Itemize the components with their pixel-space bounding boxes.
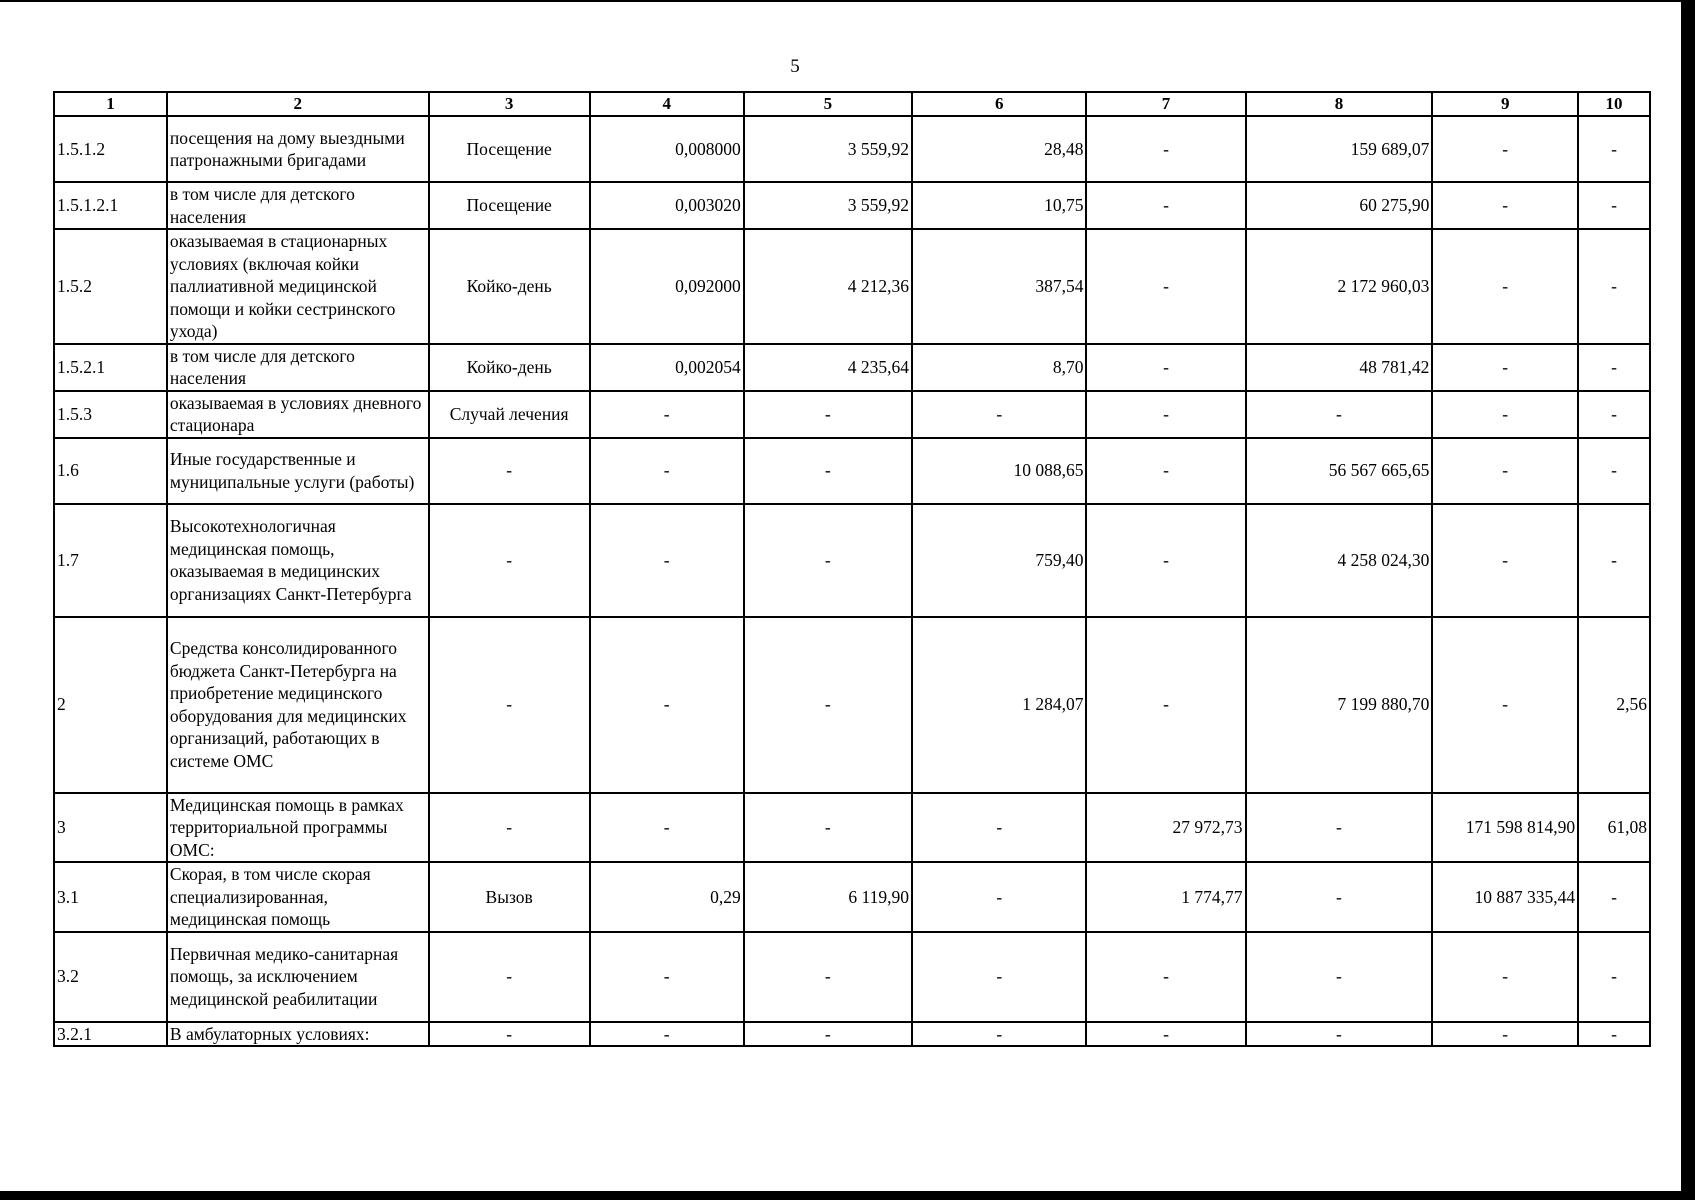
row-name: Иные государственные и муниципальные услуги (работы) bbox=[167, 438, 429, 504]
column-header: 8 bbox=[1246, 92, 1433, 116]
row-value-col7: 27 972,73 bbox=[1086, 793, 1245, 863]
row-code: 2 bbox=[54, 617, 167, 793]
row-unit: Посещение bbox=[429, 182, 590, 229]
row-value-col5: 4 235,64 bbox=[744, 344, 912, 391]
row-value-col8: 56 567 665,65 bbox=[1246, 438, 1433, 504]
row-name: оказываемая в условиях дневного стационара bbox=[167, 391, 429, 438]
row-value-col4: 0,008000 bbox=[590, 116, 744, 182]
row-value-col5: - bbox=[744, 617, 912, 793]
row-value-col10: - bbox=[1578, 504, 1650, 617]
row-value-col8: - bbox=[1246, 932, 1433, 1022]
row-value-col6: 8,70 bbox=[912, 344, 1086, 391]
row-unit: - bbox=[429, 932, 590, 1022]
row-name: В амбулаторных условиях: bbox=[167, 1022, 429, 1047]
row-code: 1.6 bbox=[54, 438, 167, 504]
row-value-col8: - bbox=[1246, 391, 1433, 438]
row-value-col6: 10 088,65 bbox=[912, 438, 1086, 504]
row-value-col10: - bbox=[1578, 391, 1650, 438]
row-unit: - bbox=[429, 438, 590, 504]
column-header: 6 bbox=[912, 92, 1086, 116]
row-value-col10: - bbox=[1578, 932, 1650, 1022]
row-value-col9: - bbox=[1432, 1022, 1578, 1047]
row-value-col6: - bbox=[912, 1022, 1086, 1047]
column-header: 4 bbox=[590, 92, 744, 116]
row-unit: - bbox=[429, 793, 590, 863]
table-row bbox=[54, 932, 1650, 1022]
row-unit: - bbox=[429, 504, 590, 617]
row-value-col6: - bbox=[912, 862, 1086, 932]
row-value-col6: - bbox=[912, 391, 1086, 438]
row-name: Первичная медико-санитарная помощь, за исключением медицинской реабилитации bbox=[167, 932, 429, 1022]
row-value-col4: - bbox=[590, 391, 744, 438]
row-unit: - bbox=[429, 617, 590, 793]
row-value-col6: 10,75 bbox=[912, 182, 1086, 229]
row-code: 1.5.1.2.1 bbox=[54, 182, 167, 229]
row-value-col7: - bbox=[1086, 617, 1245, 793]
table-row bbox=[54, 344, 1650, 391]
row-name: посещения на дому выездными патронажными бригадами bbox=[167, 116, 429, 182]
row-value-col5: 4 212,36 bbox=[744, 229, 912, 344]
row-value-col4: - bbox=[590, 504, 744, 617]
row-value-col7: - bbox=[1086, 182, 1245, 229]
row-value-col4: - bbox=[590, 1022, 744, 1047]
row-value-col9: - bbox=[1432, 932, 1578, 1022]
row-unit: Койко-день bbox=[429, 229, 590, 344]
row-value-col9: - bbox=[1432, 344, 1578, 391]
row-value-col6: - bbox=[912, 793, 1086, 863]
column-header: 2 bbox=[167, 92, 429, 116]
row-value-col9: 171 598 814,90 bbox=[1432, 793, 1578, 863]
row-value-col6: 28,48 bbox=[912, 116, 1086, 182]
table-row bbox=[54, 862, 1650, 932]
row-value-col5: - bbox=[744, 391, 912, 438]
row-value-col9: - bbox=[1432, 116, 1578, 182]
row-code: 1.5.2 bbox=[54, 229, 167, 344]
row-code: 1.5.2.1 bbox=[54, 344, 167, 391]
row-value-col7: - bbox=[1086, 116, 1245, 182]
row-code: 1.7 bbox=[54, 504, 167, 617]
row-value-col9: - bbox=[1432, 391, 1578, 438]
row-value-col6: - bbox=[912, 932, 1086, 1022]
row-value-col8: 2 172 960,03 bbox=[1246, 229, 1433, 344]
row-value-col7: - bbox=[1086, 344, 1245, 391]
table-row bbox=[54, 438, 1650, 504]
row-value-col7: - bbox=[1086, 391, 1245, 438]
table-row bbox=[54, 391, 1650, 438]
row-name: Медицинская помощь в рамках территориальной программы ОМС: bbox=[167, 793, 429, 863]
row-value-col7: - bbox=[1086, 229, 1245, 344]
row-value-col8: 60 275,90 bbox=[1246, 182, 1433, 229]
row-value-col10: - bbox=[1578, 116, 1650, 182]
row-value-col6: 759,40 bbox=[912, 504, 1086, 617]
row-value-col4: 0,003020 bbox=[590, 182, 744, 229]
row-value-col10: - bbox=[1578, 229, 1650, 344]
table-header-row bbox=[54, 92, 1650, 116]
row-code: 3 bbox=[54, 793, 167, 863]
row-unit: Койко-день bbox=[429, 344, 590, 391]
table-row bbox=[54, 116, 1650, 182]
row-value-col5: 3 559,92 bbox=[744, 116, 912, 182]
row-name: в том числе для детского населения bbox=[167, 344, 429, 391]
row-value-col9: - bbox=[1432, 182, 1578, 229]
row-code: 3.1 bbox=[54, 862, 167, 932]
row-code: 1.5.1.2 bbox=[54, 116, 167, 182]
row-value-col8: - bbox=[1246, 1022, 1433, 1047]
row-value-col8: 7 199 880,70 bbox=[1246, 617, 1433, 793]
row-value-col9: - bbox=[1432, 617, 1578, 793]
row-value-col5: 3 559,92 bbox=[744, 182, 912, 229]
row-value-col6: 387,54 bbox=[912, 229, 1086, 344]
row-name: в том числе для детского населения bbox=[167, 182, 429, 229]
row-value-col7: - bbox=[1086, 438, 1245, 504]
row-name: Скорая, в том числе скорая специализированная, медицинская помощь bbox=[167, 862, 429, 932]
row-value-col10: - bbox=[1578, 1022, 1650, 1047]
row-value-col10: 61,08 bbox=[1578, 793, 1650, 863]
page-number: 5 bbox=[790, 56, 800, 77]
row-value-col4: 0,092000 bbox=[590, 229, 744, 344]
row-value-col4: 0,002054 bbox=[590, 344, 744, 391]
data-table bbox=[53, 91, 1651, 1047]
row-unit: Вызов bbox=[429, 862, 590, 932]
table-row bbox=[54, 793, 1650, 863]
row-name: оказываемая в стационарных условиях (включая койки паллиативной медицинской помощи и койки сестринского ухода) bbox=[167, 229, 429, 344]
row-value-col4: - bbox=[590, 793, 744, 863]
table-body bbox=[54, 116, 1650, 1046]
row-value-col4: 0,29 bbox=[590, 862, 744, 932]
row-value-col7: - bbox=[1086, 504, 1245, 617]
row-code: 3.2 bbox=[54, 932, 167, 1022]
row-value-col7: - bbox=[1086, 932, 1245, 1022]
row-value-col9: - bbox=[1432, 438, 1578, 504]
row-value-col6: 1 284,07 bbox=[912, 617, 1086, 793]
row-value-col9: 10 887 335,44 bbox=[1432, 862, 1578, 932]
row-value-col4: - bbox=[590, 932, 744, 1022]
row-value-col8: - bbox=[1246, 862, 1433, 932]
row-unit: Случай лечения bbox=[429, 391, 590, 438]
row-value-col5: 6 119,90 bbox=[744, 862, 912, 932]
column-header: 5 bbox=[744, 92, 912, 116]
row-name: Высокотехнологичная медицинская помощь, оказываемая в медицинских организациях Санкт-Петербурга bbox=[167, 504, 429, 617]
row-value-col8: 48 781,42 bbox=[1246, 344, 1433, 391]
row-code: 1.5.3 bbox=[54, 391, 167, 438]
row-unit: Посещение bbox=[429, 116, 590, 182]
row-value-col8: - bbox=[1246, 793, 1433, 863]
row-value-col10: - bbox=[1578, 182, 1650, 229]
row-value-col5: - bbox=[744, 1022, 912, 1047]
row-value-col5: - bbox=[744, 504, 912, 617]
row-value-col5: - bbox=[744, 932, 912, 1022]
row-value-col7: 1 774,77 bbox=[1086, 862, 1245, 932]
column-header: 1 bbox=[54, 92, 167, 116]
column-header: 9 bbox=[1432, 92, 1578, 116]
row-value-col5: - bbox=[744, 793, 912, 863]
column-header: 10 bbox=[1578, 92, 1650, 116]
row-value-col8: 4 258 024,30 bbox=[1246, 504, 1433, 617]
table-row bbox=[54, 617, 1650, 793]
row-name: Средства консолидированного бюджета Санкт-Петербурга на приобретение медицинского оборудования для медицинских организаций, работающих в системе ОМС bbox=[167, 617, 429, 793]
row-value-col9: - bbox=[1432, 229, 1578, 344]
row-value-col4: - bbox=[590, 438, 744, 504]
row-value-col7: - bbox=[1086, 1022, 1245, 1047]
table-row bbox=[54, 229, 1650, 344]
column-header: 7 bbox=[1086, 92, 1245, 116]
table-row bbox=[54, 182, 1650, 229]
table-row bbox=[54, 504, 1650, 617]
row-value-col5: - bbox=[744, 438, 912, 504]
row-value-col10: - bbox=[1578, 344, 1650, 391]
row-unit: - bbox=[429, 1022, 590, 1047]
row-value-col10: - bbox=[1578, 438, 1650, 504]
row-value-col8: 159 689,07 bbox=[1246, 116, 1433, 182]
row-value-col4: - bbox=[590, 617, 744, 793]
table-row bbox=[54, 1022, 1650, 1047]
row-code: 3.2.1 bbox=[54, 1022, 167, 1047]
row-value-col10: 2,56 bbox=[1578, 617, 1650, 793]
column-header: 3 bbox=[429, 92, 590, 116]
row-value-col10: - bbox=[1578, 862, 1650, 932]
row-value-col9: - bbox=[1432, 504, 1578, 617]
